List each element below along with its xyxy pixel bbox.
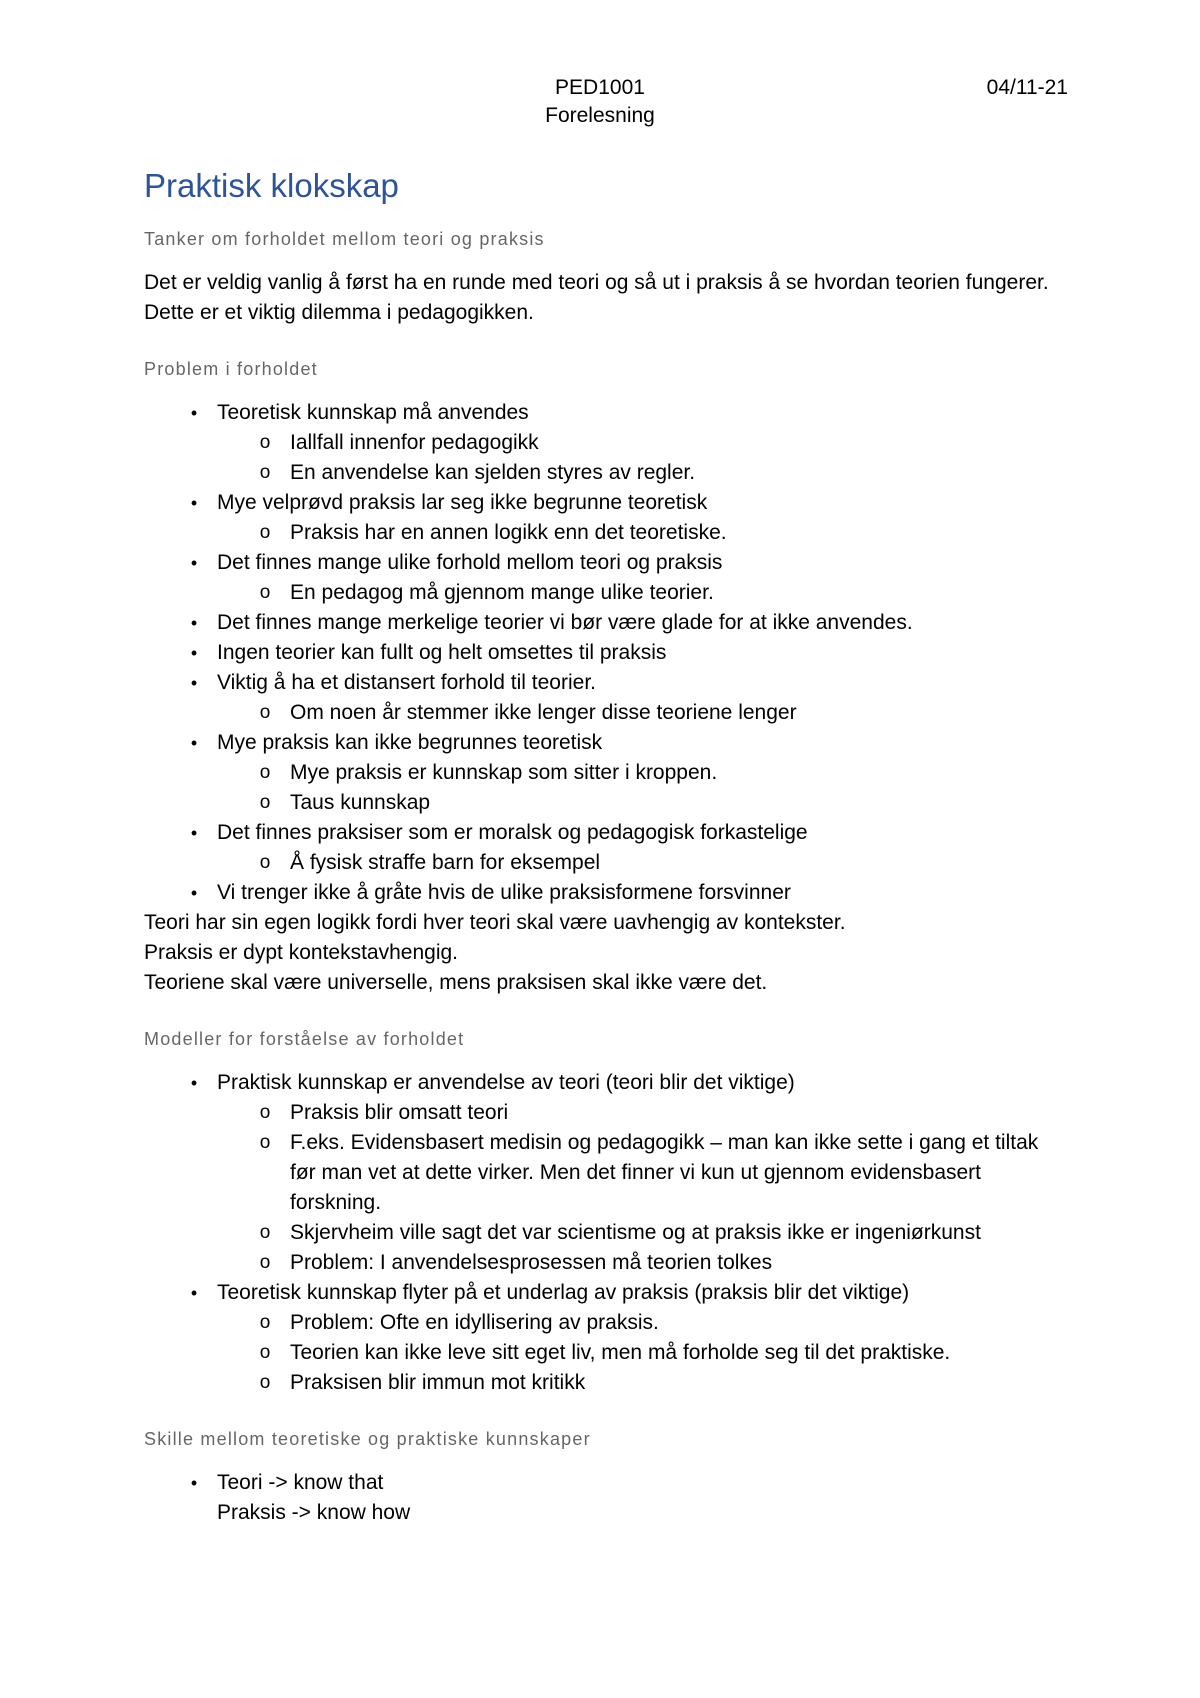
- section-heading-theory-practice: Tanker om forholdet mellom teori og praksis: [144, 229, 545, 249]
- sub-list: [217, 848, 1064, 878]
- circle-bullet-icon: o: [259, 1342, 271, 1363]
- sub-list-item: o Problem: I anvendelsesprosessen må teorien tolkes: [217, 1248, 1064, 1278]
- list-item: • Det finnes mange ulike forhold mellom teori og praksis o En pedagog må gjennom mange ulike teorier.: [144, 548, 1064, 608]
- bullet-list-distinction: [144, 1468, 1064, 1528]
- circle-bullet-icon: o: [259, 1222, 271, 1243]
- list-item: • Viktig å ha et distansert forhold til teorier. o Om noen år stemmer ikke lenger disse teoriene lenger: [144, 668, 1064, 728]
- sub-list-item: o En pedagog må gjennom mange ulike teorier.: [217, 578, 1064, 608]
- list-item: • Teoretisk kunnskap må anvendes o Iallfall innenfor pedagogikk o En anvendelse kan sjelden styres av regler.: [144, 398, 1064, 488]
- circle-bullet-icon: o: [259, 1312, 271, 1333]
- section-paragraph: Det er veldig vanlig å først ha en runde med teori og så ut i praksis å se hvordan teorien fungerer. Dette er et viktig dilemma i pedagogikken.: [144, 271, 1049, 324]
- circle-bullet-icon: o: [259, 462, 271, 483]
- circle-bullet-icon: o: [259, 792, 271, 813]
- sub-list-item: o Mye praksis er kunnskap som sitter i kroppen.: [217, 758, 1064, 788]
- header-date: 04/11-21: [986, 76, 1068, 99]
- bullet-icon: •: [190, 1073, 198, 1093]
- list-item: • Teoretisk kunnskap flyter på et underlag av praksis (praksis blir det viktige) o Problem: Ofte en idyllisering av praksis. o Teorien kan ikke leve sitt eget liv, men må forholde seg til det praktiske. o Praksisen blir immun mot kritikk: [144, 1278, 1064, 1398]
- sub-list-item: o Praksisen blir immun mot kritikk: [217, 1368, 1064, 1398]
- section-heading-models: Modeller for forståelse av forholdet: [144, 1029, 465, 1049]
- page-title: Praktisk klokskap: [144, 167, 399, 204]
- bullet-list-problem: [144, 398, 1064, 908]
- bullet-icon: •: [190, 1283, 198, 1303]
- circle-bullet-icon: o: [259, 1132, 271, 1153]
- bullet-list-models: [144, 1068, 1064, 1398]
- list-item: • Ingen teorier kan fullt og helt omsettes til praksis: [144, 638, 1064, 668]
- sub-list-item: o Å fysisk straffe barn for eksempel: [217, 848, 1064, 878]
- sub-list-item: o Praksis har en annen logikk enn det teoretiske.: [217, 518, 1064, 548]
- list-item: • Vi trenger ikke å gråte hvis de ulike praksisformene forsvinner: [144, 878, 1064, 908]
- body-line: Teoriene skal være universelle, mens praksisen skal ikke være det.: [144, 971, 768, 994]
- circle-bullet-icon: o: [259, 1372, 271, 1393]
- bullet-icon: •: [190, 403, 198, 423]
- body-line: Praksis er dypt kontekstavhengig.: [144, 941, 458, 964]
- circle-bullet-icon: o: [259, 522, 271, 543]
- sub-list-item: o En anvendelse kan sjelden styres av regler.: [217, 458, 1064, 488]
- circle-bullet-icon: o: [259, 1102, 271, 1123]
- sub-list-item: o Iallfall innenfor pedagogikk: [217, 428, 1064, 458]
- section-heading-distinction: Skille mellom teoretiske og praktiske kunnskaper: [144, 1429, 591, 1449]
- bullet-icon: •: [190, 883, 198, 903]
- sub-list: [217, 1098, 1064, 1278]
- list-item: • Det finnes mange merkelige teorier vi bør være glade for at ikke anvendes.: [144, 608, 1064, 638]
- sub-list: [217, 1308, 1064, 1398]
- list-item: • Det finnes praksiser som er moralsk og pedagogisk forkastelige o Å fysisk straffe barn for eksempel: [144, 818, 1064, 878]
- list-item-line: Praksis -> know how: [217, 1501, 411, 1524]
- circle-bullet-icon: o: [259, 762, 271, 783]
- sub-list: [217, 698, 1064, 728]
- list-item: [144, 1468, 1064, 1528]
- circle-bullet-icon: o: [259, 852, 271, 873]
- bullet-icon: •: [190, 493, 198, 513]
- list-item: • Mye velprøvd praksis lar seg ikke begrunne teoretisk o Praksis har en annen logikk enn det teoretiske.: [144, 488, 1064, 548]
- list-item: • Praktisk kunnskap er anvendelse av teori (teori blir det viktige) o Praksis blir omsatt teori o F.eks. Evidensbasert medisin og pedagogikk – man kan ikke sette i gang et tiltak før man vet at dette virker. Men det finner vi kun ut gjennom evidensbasert forskning. o Skjervheim ville sagt det var scientisme og at praksis ikke er ingeniørkunst o Problem: I anvendelsesprosessen må teorien tolkes: [144, 1068, 1064, 1278]
- document-body: [144, 164, 1064, 1528]
- sub-list-item: o F.eks. Evidensbasert medisin og pedagogikk – man kan ikke sette i gang et tiltak før man vet at dette virker. Men det finner vi kun ut gjennom evidensbasert forskning.: [217, 1128, 1064, 1218]
- bullet-icon: •: [190, 643, 198, 663]
- bullet-icon: •: [190, 613, 198, 633]
- bullet-icon: •: [190, 823, 198, 843]
- list-item-line: Teori -> know that: [217, 1471, 384, 1494]
- body-line: Teori har sin egen logikk fordi hver teori skal være uavhengig av kontekster.: [144, 911, 846, 934]
- circle-bullet-icon: o: [259, 702, 271, 723]
- circle-bullet-icon: o: [259, 432, 271, 453]
- list-item: • Mye praksis kan ikke begrunnes teoretisk o Mye praksis er kunnskap som sitter i kroppen. o Taus kunnskap: [144, 728, 1064, 818]
- header-course-code: PED1001: [555, 76, 645, 99]
- sub-list-item: o Taus kunnskap: [217, 788, 1064, 818]
- sub-list: [217, 428, 1064, 488]
- bullet-icon: •: [190, 553, 198, 573]
- section-heading-problem: Problem i forholdet: [144, 359, 318, 379]
- sub-list-item: o Skjervheim ville sagt det var scientisme og at praksis ikke er ingeniørkunst: [217, 1218, 1064, 1248]
- sub-list: [217, 518, 1064, 548]
- circle-bullet-icon: o: [259, 582, 271, 603]
- sub-list-item: o Praksis blir omsatt teori: [217, 1098, 1064, 1128]
- sub-list-item: o Teorien kan ikke leve sitt eget liv, men må forholde seg til det praktiske.: [217, 1338, 1064, 1368]
- bullet-icon: •: [190, 673, 198, 693]
- sub-list-item: o Om noen år stemmer ikke lenger disse teoriene lenger: [217, 698, 1064, 728]
- sub-list-item: o Problem: Ofte en idyllisering av praksis.: [217, 1308, 1064, 1338]
- bullet-icon: •: [190, 733, 198, 753]
- header-document-type: Forelesning: [545, 104, 655, 127]
- sub-list: [217, 578, 1064, 608]
- bullet-icon: •: [190, 1473, 198, 1493]
- sub-list: [217, 758, 1064, 818]
- circle-bullet-icon: o: [259, 1252, 271, 1273]
